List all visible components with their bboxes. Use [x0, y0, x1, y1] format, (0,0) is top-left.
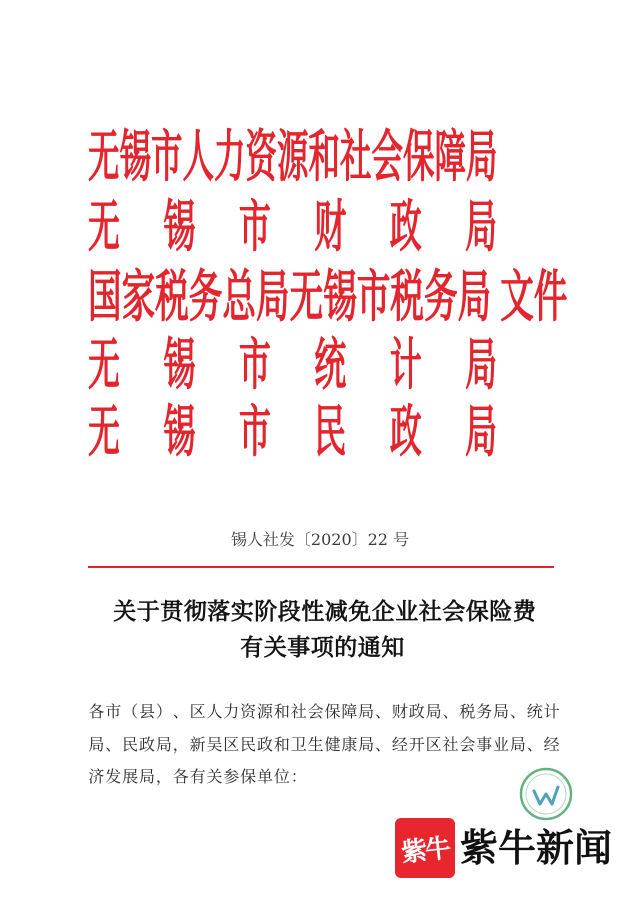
glyph: 税 [390, 264, 424, 330]
glyph: 件 [533, 264, 568, 330]
glyph: 计 [389, 332, 422, 398]
glyph: 保 [403, 124, 435, 190]
glyph: 社 [442, 735, 459, 754]
glyph: 关 [206, 767, 223, 786]
glyph: 国 [88, 264, 122, 330]
glyph: 资 [245, 124, 277, 190]
glyph: 阶 [254, 598, 278, 625]
glyph: 会 [442, 598, 466, 625]
glyph: 、 [172, 702, 189, 721]
glyph: 财 [314, 194, 347, 260]
brand-badge [395, 818, 455, 878]
glyph: 段 [277, 598, 301, 625]
glyph: 政 [257, 735, 274, 754]
glyph: 政 [408, 702, 425, 721]
glyph: 锡 [119, 124, 151, 190]
glyph: 、 [375, 735, 392, 754]
glyph: 局 [358, 735, 375, 754]
glyph: 市 [238, 332, 271, 398]
glyph: 障 [341, 702, 358, 721]
glyph: 源 [257, 702, 274, 721]
glyph: 参 [223, 767, 240, 786]
glyph: 关 [263, 634, 287, 661]
glyph: 经 [543, 735, 560, 754]
glyph: 障 [434, 124, 466, 190]
glyph: 经 [391, 735, 408, 754]
glyph: 会 [371, 124, 403, 190]
glyph [422, 197, 465, 257]
glyph: 新 [189, 735, 206, 754]
glyph: 务 [188, 264, 223, 330]
glyph: 财 [391, 702, 408, 721]
glyph [346, 197, 389, 257]
glyph: 减 [324, 598, 348, 625]
glyph: ： [290, 767, 307, 786]
glyph: 事 [287, 634, 311, 661]
glyph: 市 [238, 194, 271, 260]
addressee-line-1 [88, 700, 560, 724]
glyph: 健 [324, 735, 341, 754]
seal-icon [518, 766, 574, 822]
glyph: 计 [543, 702, 560, 721]
glyph: 于 [136, 598, 160, 625]
glyph: 、 [442, 702, 459, 721]
glyph [422, 335, 465, 395]
glyph: 、 [375, 702, 392, 721]
glyph: 资 [240, 702, 257, 721]
glyph: 民 [314, 399, 347, 465]
glyph: 人 [206, 702, 223, 721]
glyph [271, 402, 314, 462]
glyph: （ [122, 702, 139, 721]
glyph: 无 [88, 194, 120, 260]
glyph: 市 [151, 124, 183, 190]
glyph: 社 [340, 124, 372, 190]
glyph: 政 [139, 735, 156, 754]
glyph: 和 [273, 735, 290, 754]
glyph: 会 [307, 702, 324, 721]
glyph: 局 [465, 399, 498, 465]
glyph: 税 [459, 702, 476, 721]
glyph: 市 [238, 399, 271, 465]
glyph: 和 [308, 124, 340, 190]
glyph: 局 [358, 702, 375, 721]
header-separator-rule [88, 566, 554, 568]
glyph: 局 [466, 124, 498, 190]
glyph: 锡 [163, 194, 196, 260]
header-agency-statistics [88, 332, 498, 398]
glyph: 开 [408, 735, 425, 754]
glyph: 彻 [183, 598, 207, 625]
glyph: 会 [459, 735, 476, 754]
glyph: 统 [526, 702, 543, 721]
glyph [120, 197, 163, 257]
glyph: 锡 [323, 264, 357, 330]
glyph [422, 402, 465, 462]
glyph [491, 267, 500, 327]
glyph [346, 402, 389, 462]
glyph: 源 [277, 124, 309, 190]
glyph [195, 335, 238, 395]
glyph: 县 [139, 702, 156, 721]
glyph: 吴 [206, 735, 223, 754]
glyph: 性 [301, 598, 325, 625]
glyph: 展 [122, 767, 139, 786]
glyph: 各 [88, 702, 105, 721]
glyph: 务 [476, 702, 493, 721]
glyph: 文 [500, 264, 534, 330]
glyph: 局 [465, 332, 498, 398]
glyph: 区 [223, 735, 240, 754]
glyph: 市 [105, 702, 122, 721]
glyph: 局 [88, 735, 105, 754]
glyph: 局 [139, 767, 156, 786]
glyph: 无 [88, 124, 120, 190]
glyph: 企 [371, 598, 395, 625]
glyph [346, 335, 389, 395]
glyph: 务 [424, 264, 458, 330]
glyph: 项 [310, 634, 334, 661]
glyph: 费 [512, 598, 536, 625]
glyph: 免 [348, 598, 372, 625]
glyph: 保 [324, 702, 341, 721]
glyph: 落 [207, 598, 231, 625]
addressee-line-2 [88, 733, 560, 757]
glyph: 实 [230, 598, 254, 625]
glyph: 区 [425, 735, 442, 754]
glyph: 事 [476, 735, 493, 754]
addressee-line-3 [88, 765, 307, 789]
glyph: 知 [381, 634, 405, 661]
glyph: ） [155, 702, 172, 721]
glyph: 、 [509, 702, 526, 721]
glyph: 锡 [163, 332, 196, 398]
glyph: 各 [172, 767, 189, 786]
glyph: 局 [509, 735, 526, 754]
glyph: 和 [273, 702, 290, 721]
glyph: 总 [222, 264, 256, 330]
glyph: 发 [105, 767, 122, 786]
glyph [271, 335, 314, 395]
header-agency-finance [88, 194, 498, 260]
header-agency-tax [88, 264, 568, 330]
glyph: 局 [256, 264, 290, 330]
glyph: 局 [425, 702, 442, 721]
glyph: 保 [240, 767, 257, 786]
glyph: 民 [122, 735, 139, 754]
glyph: 有 [189, 767, 206, 786]
glyph [120, 402, 163, 462]
glyph: 统 [314, 332, 347, 398]
glyph: 人 [182, 124, 214, 190]
brand-badge-text: 紫牛 [399, 833, 451, 868]
glyph: 关 [113, 598, 137, 625]
glyph [195, 402, 238, 462]
glyph: ， [155, 767, 172, 786]
glyph: 局 [465, 194, 498, 260]
header-agency-civil-affairs [88, 399, 498, 465]
header-agency-hrss [88, 124, 498, 190]
document-title-line-2 [240, 633, 405, 663]
glyph: 区 [189, 702, 206, 721]
glyph: 锡 [163, 399, 196, 465]
glyph [195, 197, 238, 257]
glyph: 政 [389, 399, 422, 465]
glyph: 无 [88, 332, 120, 398]
glyph: 力 [223, 702, 240, 721]
glyph: 贯 [160, 598, 184, 625]
glyph [120, 335, 163, 395]
glyph: 社 [290, 702, 307, 721]
glyph: 济 [88, 767, 105, 786]
glyph: 政 [389, 194, 422, 260]
glyph: 康 [341, 735, 358, 754]
glyph: 、 [105, 735, 122, 754]
brand-name: 紫牛新闻 [460, 825, 613, 870]
glyph: 无 [289, 264, 324, 330]
document-title-line-1 [113, 597, 536, 627]
glyph: 市 [356, 264, 391, 330]
glyph: 的 [334, 634, 358, 661]
glyph: 、 [526, 735, 543, 754]
glyph: 保 [465, 598, 489, 625]
glyph: 局 [155, 735, 172, 754]
glyph: 有 [240, 634, 264, 661]
glyph [271, 197, 314, 257]
glyph: 民 [240, 735, 257, 754]
glyph: 业 [493, 735, 510, 754]
glyph: 社 [418, 598, 442, 625]
glyph: 税 [155, 264, 189, 330]
glyph: 局 [493, 702, 510, 721]
glyph: 力 [214, 124, 246, 190]
glyph: 卫 [290, 735, 307, 754]
glyph: 生 [307, 735, 324, 754]
glyph: 位 [273, 767, 290, 786]
glyph: 家 [121, 264, 156, 330]
glyph: 单 [257, 767, 274, 786]
glyph: 局 [457, 264, 492, 330]
glyph: 险 [489, 598, 513, 625]
glyph: 业 [395, 598, 419, 625]
document-number: 锡人社发〔2020〕22 号 [230, 530, 410, 549]
glyph: 通 [357, 634, 381, 661]
glyph: 无 [88, 399, 120, 465]
glyph: ， [172, 735, 189, 754]
